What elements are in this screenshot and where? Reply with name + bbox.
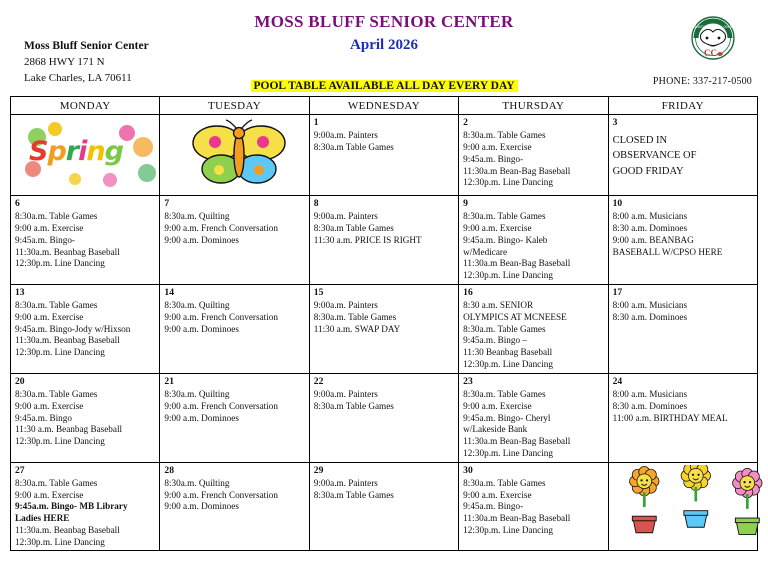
event-line: 9:45a.m. Bingo- MB Library — [15, 501, 128, 512]
event-line: 9:00 a.m. Exercise — [463, 223, 532, 234]
event-line: 8:30a.m. Quilting — [164, 388, 230, 399]
event-line: 9:00a.m. Painters — [313, 130, 378, 141]
event-line: 8:30a.m. Table Games — [463, 388, 546, 399]
event-line: 9:00 a.m. French Conversation — [164, 223, 278, 234]
flower-pots-clipart — [613, 465, 754, 539]
calendar-day-cell-8 — [309, 196, 458, 285]
calendar-day-cell-16 — [459, 284, 608, 373]
day-number: 20 — [15, 375, 25, 387]
organization-address-line1: 2868 HWY 171 N — [24, 55, 105, 68]
spring-word-art: Spring — [29, 136, 123, 167]
calendar-day-cell-24 — [608, 373, 757, 462]
svg-text:CALCASIEU COUNCIL ON AGING: CALCASIEU COUNCIL ON AGING — [684, 25, 742, 29]
calendar-day-cell-23 — [459, 373, 608, 462]
calendar-day-cell-6 — [11, 196, 160, 285]
day-number: 21 — [164, 375, 174, 387]
day-number: 10 — [612, 198, 623, 209]
event-line: 11:30a.m. Beanbag Baseball — [15, 335, 120, 346]
pool-table-banner-text: POOL TABLE AVAILABLE ALL DAY EVERY DAY — [251, 80, 518, 92]
event-line: 9:00 a.m. Exercise — [463, 489, 532, 500]
closed-line: OBSERVANCE OF — [612, 150, 697, 162]
event-line: 9:45a.m. Bingo- Kaleb — [463, 234, 548, 245]
day-number: 22 — [313, 375, 324, 387]
event-line: 11:30a.m. Beanbag Baseball — [15, 246, 120, 257]
event-line: 11:30a.m Bean-Bag Baseball — [463, 513, 571, 524]
calendar-day-cell-27 — [11, 462, 160, 551]
event-line: 8:30a.m Table Games — [313, 223, 394, 234]
event-line: 8:30a.m Table Games — [313, 142, 394, 153]
calendar-cell-art-flowers — [608, 462, 757, 551]
event-line: 8:30a.m. Quilting — [164, 300, 230, 311]
day-number: 27 — [15, 464, 25, 476]
calendar-week-row — [11, 284, 758, 373]
event-line: 8:30a.m. Table Games — [15, 211, 98, 222]
organization-address-line2: Lake Charles, LA 70611 — [24, 71, 132, 84]
calendar-day-cell-20 — [11, 373, 160, 462]
day-number: 7 — [164, 198, 170, 209]
event-line: 8:30a.m. Table Games — [463, 323, 546, 334]
monthly-calendar-table — [10, 96, 758, 551]
calendar-day-cell-3 — [608, 115, 757, 196]
calendar-week-row — [11, 462, 758, 551]
event-line: 8:30a.m. Quilting — [164, 211, 230, 222]
day-number: 6 — [15, 198, 20, 209]
event-line: 9:00 a.m. French Conversation — [164, 489, 278, 500]
day-number: 24 — [612, 375, 623, 387]
event-line: 9:00 a.m. Exercise — [15, 311, 84, 322]
calendar-day-cell-29 — [309, 462, 458, 551]
event-line: 11:00 a.m. BIRTHDAY MEAL — [612, 412, 728, 423]
event-line: 11:30 a.m. Beanbag Baseball — [15, 424, 123, 435]
event-line: 12:30p.m. Line Dancing — [463, 270, 553, 281]
event-line: 9:00 a.m. Dominoes — [164, 234, 239, 245]
day-number: 9 — [463, 198, 468, 209]
day-number: 30 — [463, 464, 473, 476]
pool-table-banner — [10, 76, 758, 94]
day-number: 23 — [463, 375, 473, 387]
event-line: 9:45a.m. Bingo-Jody w/Hixson — [15, 323, 131, 334]
calendar-day-cell-7 — [160, 196, 309, 285]
column-header-thursday: THURSDAY — [459, 97, 608, 115]
event-line: 8:30a.m. Table Games — [313, 311, 397, 322]
day-number: 29 — [313, 464, 324, 476]
event-line: 9:00 a.m. Exercise — [15, 489, 84, 500]
event-line: 12:30p.m. Line Dancing — [463, 177, 553, 188]
phone-number: PHONE: 337-217-0500 — [652, 76, 752, 87]
calendar-day-cell-17 — [608, 284, 757, 373]
day-number: 3 — [612, 117, 618, 128]
calendar-day-cell-14 — [160, 284, 309, 373]
calendar-week-row — [11, 373, 758, 462]
event-line: w/Lakeside Bank — [463, 424, 528, 435]
svg-text:CC: CC — [704, 48, 717, 58]
event-line: 9:45a.m. Bingo – — [463, 335, 527, 346]
calendar-cell-art-butterfly — [160, 115, 309, 196]
event-line: Ladies HERE — [15, 513, 70, 524]
event-line: 12:30p.m. Line Dancing — [15, 347, 105, 358]
event-line: 8:00 a.m. Musicians — [612, 300, 688, 311]
calendar-day-cell-15 — [309, 284, 458, 373]
event-line: 9:00 a.m. BEANBAG — [612, 234, 694, 245]
closed-notice — [613, 133, 754, 179]
event-line: 9:00a.m. Painters — [313, 388, 378, 399]
calendar-day-cell-22 — [309, 373, 458, 462]
closed-line: GOOD FRIDAY — [612, 165, 684, 177]
calendar-week-row — [11, 115, 758, 196]
event-line: 12:30p.m. Line Dancing — [15, 436, 105, 447]
calendar-day-cell-1 — [309, 115, 458, 196]
event-line: 11:30a.m Bean-Bag Baseball — [463, 436, 571, 447]
calendar-header-row — [11, 97, 758, 115]
page-subtitle: April 2026 — [350, 37, 418, 53]
event-line: 9:00 a.m. Exercise — [463, 400, 532, 411]
event-line: 8:30a.m Table Games — [313, 400, 394, 411]
event-line: BASEBALL W/CPSO HERE — [612, 246, 723, 257]
event-line: 9:00 a.m. French Conversation — [164, 400, 278, 411]
calendar-day-cell-10 — [608, 196, 757, 285]
event-line: 9:00 a.m. Dominoes — [164, 323, 239, 334]
event-line: 8:30a.m. Table Games — [15, 388, 98, 399]
event-line: 11:30 a.m. PRICE IS RIGHT — [313, 234, 422, 245]
day-number: 8 — [313, 198, 319, 209]
calendar-week-row — [11, 196, 758, 285]
event-line: 9:45a.m. Bingo- — [15, 234, 75, 245]
event-line: 9:00a.m. Painters — [313, 477, 378, 488]
event-line: 12:30p.m. Line Dancing — [463, 524, 553, 535]
page-header — [10, 12, 758, 96]
event-line: OLYMPICS AT MCNEESE — [463, 311, 567, 322]
event-line: 12:30p.m. Line Dancing — [463, 447, 553, 458]
event-line: 9:00 a.m. French Conversation — [164, 311, 278, 322]
day-number: 2 — [463, 117, 468, 128]
day-number: 15 — [313, 286, 324, 298]
event-line: 8:30 a.m. Dominoes — [612, 223, 688, 234]
calendar-day-cell-2 — [459, 115, 608, 196]
event-line: 9:00 a.m. Dominoes — [164, 412, 239, 423]
organization-name: Moss Bluff Senior Center — [24, 40, 149, 52]
calendar-day-cell-9 — [459, 196, 608, 285]
calcasieu-council-on-aging-logo — [684, 14, 742, 64]
column-header-friday: FRIDAY — [608, 97, 757, 115]
event-line: 12:30p.m. Line Dancing — [463, 358, 553, 369]
event-line: 8:30a.m. Table Games — [15, 477, 98, 488]
event-line: 9:45a.m. Bingo- — [463, 153, 524, 164]
spring-clipart — [15, 117, 156, 191]
closed-line: CLOSED IN — [612, 135, 668, 147]
calendar-day-cell-21 — [160, 373, 309, 462]
day-number: 17 — [612, 286, 623, 298]
day-number: 14 — [164, 286, 174, 298]
day-number: 13 — [15, 286, 25, 298]
event-line: 11:30 Beanbag Baseball — [463, 347, 553, 358]
event-line: 8:30a.m. Table Games — [463, 130, 546, 141]
day-number: 16 — [463, 286, 473, 298]
event-line: 8:30a.m. Quilting — [164, 477, 230, 488]
event-line: 8:00 a.m. Musicians — [612, 211, 688, 222]
event-line: 11:30a.m Bean-Bag Baseball — [463, 165, 571, 176]
event-line: 9:45a.m. Bingo — [15, 412, 72, 423]
event-line: 8:30 a.m. SENIOR — [463, 300, 534, 311]
event-line: 9:00 a.m. Exercise — [463, 142, 532, 153]
page-title: MOSS BLUFF SENIOR CENTER — [254, 12, 514, 31]
calendar-day-cell-28 — [160, 462, 309, 551]
event-line: w/Medicare — [463, 246, 508, 257]
event-line: 8:30 a.m. Dominoes — [612, 400, 688, 411]
event-line: 9:00 a.m. Exercise — [15, 400, 84, 411]
day-number: 28 — [164, 464, 174, 476]
day-number: 1 — [313, 117, 319, 128]
event-line: 11:30a.m Bean-Bag Baseball — [463, 258, 571, 269]
event-line: 8:30a.m. Table Games — [15, 300, 98, 311]
event-line: 8:30a.m. Table Games — [463, 477, 546, 488]
column-header-monday: MONDAY — [11, 97, 160, 115]
column-header-tuesday: TUESDAY — [160, 97, 309, 115]
event-line: 8:30a.m Table Games — [313, 489, 394, 500]
event-line: 8:00 a.m. Musicians — [612, 388, 688, 399]
event-line: 11:30a.m. Beanbag Baseball — [15, 524, 120, 535]
butterfly-clipart — [164, 117, 305, 191]
calendar-day-cell-30 — [459, 462, 608, 551]
event-line: 9:45a.m. Bingo- — [463, 501, 524, 512]
column-header-wednesday: WEDNESDAY — [309, 97, 458, 115]
event-line: 9:45a.m. Bingo- Cheryl — [463, 412, 551, 423]
event-line: 12:30p.m. Line Dancing — [15, 258, 105, 269]
event-line: 9:00 a.m. Exercise — [15, 223, 84, 234]
event-line: 8:30a.m. Table Games — [463, 211, 546, 222]
event-line: 9:00a.m. Painters — [313, 300, 378, 311]
calendar-body — [11, 115, 758, 551]
event-line: 9:00a.m. Painters — [313, 211, 378, 222]
event-line: 11:30 a.m. SWAP DAY — [313, 323, 401, 334]
calendar-day-cell-13 — [11, 284, 160, 373]
event-line: 9:00 a.m. Dominoes — [164, 501, 239, 512]
calendar-cell-art-spring — [11, 115, 160, 196]
event-line: 8:30 a.m. Dominoes — [612, 311, 688, 322]
event-line: 12:30p.m. Line Dancing — [15, 536, 105, 547]
